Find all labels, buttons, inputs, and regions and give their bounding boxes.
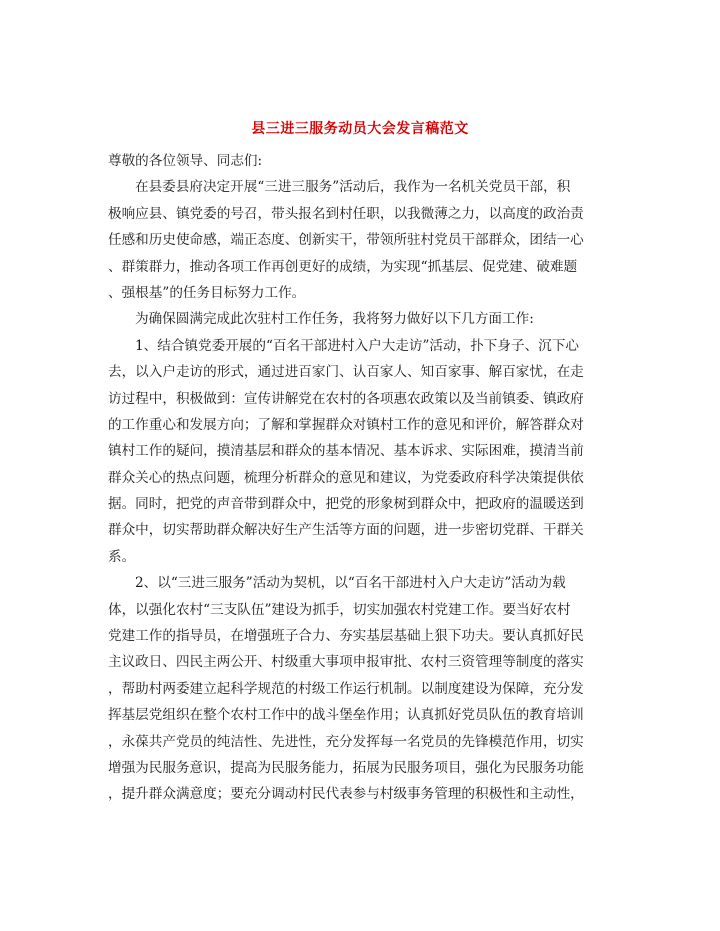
body-line: 的工作重心和发展方向；了解和掌握群众对镇村工作的意见和评价，解答群众对 xyxy=(108,416,584,433)
document-title: 县三进三服务动员大会发言稿范文 xyxy=(251,121,469,137)
salutation-line: 尊敬的各位领导、同志们: xyxy=(108,153,263,169)
body-line: 访过程中，积极做到：宣传讲解党在农村的各项惠农政策以及当前镇委、镇政府 xyxy=(108,390,584,407)
body-line: 系。 xyxy=(108,548,136,565)
body-line: 党建工作的指导员，在增强班子合力、夯实基层基础上狠下功夫。要认真抓好民 xyxy=(108,628,584,645)
body-line: ，帮助村两委建立起科学规范的村级工作运行机制。以制度建设为保障，充分发 xyxy=(108,680,584,697)
document-body xyxy=(108,148,608,808)
body-line: ，提升群众满意度；要充分调动村民代表参与村级事务管理的积极性和主动性， xyxy=(108,786,584,803)
body-line: 2、以“三进三服务”活动为契机，以“百名干部进村入户大走访”活动为载 xyxy=(135,575,566,592)
body-line: 在县委县府决定开展“三进三服务”活动后，我作为一名机关党员干部，积 xyxy=(135,179,571,196)
body-line: ，永葆共产党员的纯洁性、先进性，充分发挥每一名党员的先锋模范作用，切实 xyxy=(108,733,584,750)
body-line: 群众关心的热点问题，梳理分析群众的意见和建议，为党委政府科学决策提供依 xyxy=(108,469,584,486)
body-line: 、强根基”的任务目标努力工作。 xyxy=(108,284,306,301)
body-line: 镇村工作的疑问，摸清基层和群众的基本情况、基本诉求、实际困难，摸清当前 xyxy=(108,443,584,460)
body-line: 增强为民服务意识，提高为民服务能力，拓展为民服务项目，强化为民服务功能 xyxy=(108,759,584,776)
body-line: 主议政日、四民主两公开、村级重大事项申报审批、农村三资管理等制度的落实 xyxy=(108,654,584,671)
body-line: 群众中，切实帮助群众解决好生产生活等方面的问题，进一步密切党群、干群关 xyxy=(108,522,584,539)
body-line: 体，以强化农村“三支队伍”建设为抓手，切实加强农村党建工作。要当好农村 xyxy=(108,601,571,618)
body-line: 去，以入户走访的形式，通过进百家门、认百家人、知百家事、解百家忧，在走 xyxy=(108,364,584,381)
body-line: 1、结合镇党委开展的“百名干部进村入户大走访”活动，扑下身子、沉下心 xyxy=(135,337,579,354)
body-line: 极响应县、镇党委的号召，带头报名到村任职，以我微薄之力，以高度的政治责 xyxy=(108,205,584,222)
body-line: 为确保圆满完成此次驻村工作任务，我将努力做好以下几方面工作: xyxy=(135,311,534,328)
body-line: 挥基层党组织在整个农村工作中的战斗堡垒作用；认真抓好党员队伍的教育培训 xyxy=(108,707,584,724)
body-line: 据。同时，把党的声音带到群众中，把党的形象树到群众中，把政府的温暖送到 xyxy=(108,496,584,513)
body-line: 任感和历史使命感，端正态度、创新实干，带领所驻村党员干部群众，团结一心 xyxy=(108,232,584,249)
body-line: 、群策群力，推动各项工作再创更好的成绩，为实现“抓基层、促党建、破难题 xyxy=(108,258,578,275)
